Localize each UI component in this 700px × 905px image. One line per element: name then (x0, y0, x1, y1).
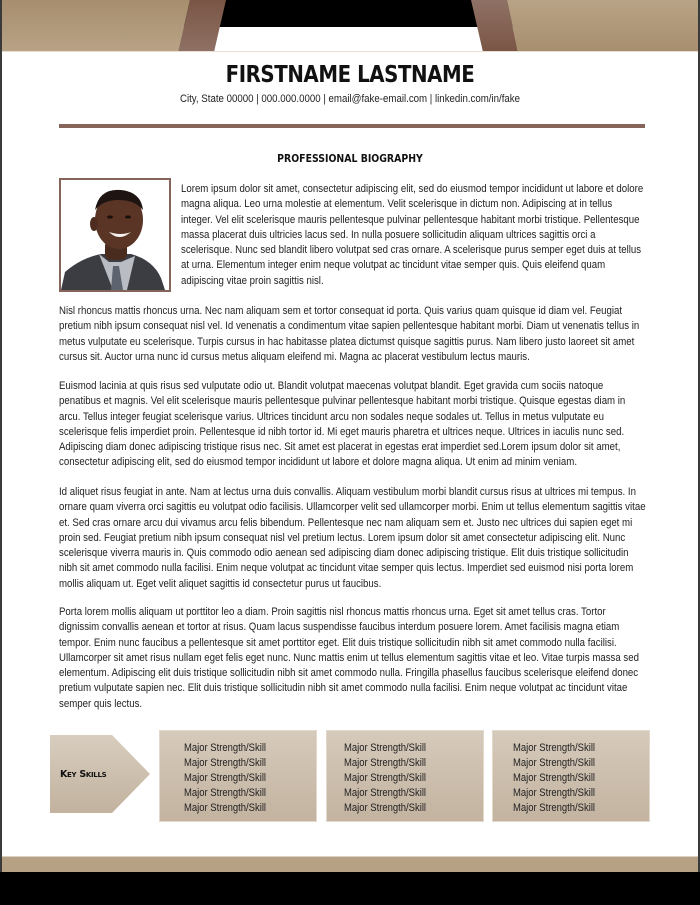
skill-item: Major Strength/Skill (513, 772, 596, 784)
skills-box-1 (159, 730, 317, 822)
header-banner-graphic (2, 0, 700, 52)
skill-item: Major Strength/Skill (513, 757, 596, 769)
skill-item: Major Strength/Skill (344, 742, 427, 754)
skill-item: Major Strength/Skill (344, 787, 427, 799)
skill-item: Major Strength/Skill (344, 757, 427, 769)
skill-item: Major Strength/Skill (344, 802, 427, 814)
person-photo-icon (61, 180, 169, 290)
candidate-name: FIRSTNAME LASTNAME (225, 62, 475, 88)
skills-box-3 (492, 730, 650, 822)
contact-info: City, State 00000 | 000.000.0000 | email@fake-email.com | linkedin.com/in/fake (179, 93, 521, 105)
skill-item: Major Strength/Skill (184, 772, 267, 784)
skill-item: Major Strength/Skill (184, 787, 267, 799)
skill-item: Major Strength/Skill (344, 772, 427, 784)
profile-photo (59, 178, 171, 292)
header-left-tan (2, 0, 190, 52)
header-right-tan (507, 0, 700, 52)
section-heading-biography: PROFESSIONAL BIOGRAPHY (277, 152, 423, 165)
skill-item: Major Strength/Skill (513, 742, 596, 754)
bio-paragraph: Nisl rhoncus mattis rhoncus urna. Nec nam aliquam sem et tortor consequat id porta. Quis varius quam quisque id diam vel. Feugiat pretium nibh ipsum consequat nisl vel. Id venenatis a condimentum vitae sapien pellentesque habitant morbi. Diam ut venenatis tellus in metus vulputate eu scelerisque. Turpis cursus in hac habitasse platea dictumst quisque sagittis purus. Nam libero justo laoreet sit amet cursus sit. Auctor urna nunc id cursus metus aliquam eleifend mi. Magna ac placerat vestibulum lectus mauris. (59, 305, 640, 363)
header-banner (2, 0, 700, 52)
footer-band (2, 856, 700, 872)
skills-box-2 (326, 730, 484, 822)
bio-paragraph: Id aliquet risus feugiat in ante. Nam at lectus urna duis convallis. Aliquam vestibulum morbi blandit cursus risus at ultrices mi tempus. In ornare quam viverra orci sagittis eu volutpat odio facilisis. Ullamcorper velit sed ullamcorper morbi. Enim ut tellus elementum sagittis vitae et. Sed cras ornare arcu dui vivamus arcu felis bibendum. Pellentesque nec nam aliquam sem et. Justo nec ultrices dui sapien eget mi proin sed. Feugiat pretium nibh ipsum consequat nisl vel pretium lectus. Lorem ipsum dolor sit amet consectetur adipiscing elit. Nunc scelerisque viverra mauris in. Quis commodo odio aenean sed adipiscing diam donec adipiscing tristique. Elit duis tristique sollicitudin nibh sit amet commodo nulla facilisi. Enim neque volutpat ac tincidunt vitae semper quis lectus. Imperdiet sed euismod nisi porta lorem mollis aliquam ut. Eget velit aliquet sagittis id consectetur purus ut faucibus. (59, 486, 646, 590)
bio-paragraph: Euismod lacinia at quis risus sed vulputate odio ut. Blandit volutpat maecenas volutpat blandit. Eget gravida cum sociis natoque penatibus et magnis. Vel elit scelerisque mauris pellentesque pulvinar pellentesque habitant morbi tristique. Quisque egestas diam in arcu. Tellus integer feugiat scelerisque varius. Ultrices tincidunt arcu non sodales neque sodales ut. Tellus in metus vulputate eu scelerisque felis imperdiet proin. Pellentesque id nibh tortor id. Mi eget mauris pharetra et ultrices neque. Ultrices in iaculis nunc sed. Adipiscing diam donec adipiscing tristique risus nec. Sit amet est placerat in egestas erat imperdiet sed.Lorem ipsum dolor sit amet, consectetur adipiscing elit, sed do eiusmod tempor incididunt ut labore et dolore magna aliqua. Ut enim ad minim veniam. (59, 380, 626, 469)
skill-item: Major Strength/Skill (184, 802, 267, 814)
header-divider (59, 124, 645, 128)
skill-item: Major Strength/Skill (513, 787, 596, 799)
bio-paragraph: Lorem ipsum dolor sit amet, consectetur adipiscing elit, sed do eiusmod tempor incididunt ut labore et dolore magna aliqua. Leo urna molestie at elementum. Velit scelerisque in dictum non. Adipiscing at in tellus integer. Vel elit scelerisque mauris pellentesque pulvinar pellentesque habitant morbi tristique. Pellentesque massa placerat duis ultricies lacus sed. In nulla posuere sollicitudin aliquam ultrices sagittis orci a scelerisque. Nunc sed blandit libero volutpat sed cras ornare. A scelerisque purus semper eget duis at tellus at urna. Elementum integer enim neque volutpat ac tincidunt vitae semper quis. Quis eleifend quam adipiscing vitae proin sagittis nisl. (181, 183, 644, 287)
bio-paragraph: Porta lorem mollis aliquam ut porttitor leo a diam. Proin sagittis nisl rhoncus mattis rhoncus urna. Eget sit amet tellus cras. Tortor dignissim convallis aenean et tortor at risus. Quam lacus suspendisse faucibus interdum posuere lorem. Amet facilisis magna etiam tempor. Enim nunc faucibus a pellentesque sit amet porttitor eget. Elit duis tristique sollicitudin nibh sit amet commodo nulla facilisi. Ullamcorper sit amet risus nullam eget felis eget nunc. Nunc mattis enim ut tellus elementum sagittis vitae et leo. Vitae turpis massa sed elementum. Adipiscing elit duis tristique sollicitudin nibh sit amet commodo nulla. Fringilla phasellus faucibus scelerisque eleifend donec pretium vulputate sapien nec. Elit duis tristique sollicitudin nibh sit amet commodo nulla facilisi. Enim neque volutpat ac tincidunt vitae semper quis lectus. (59, 606, 639, 710)
skill-item: Major Strength/Skill (513, 802, 596, 814)
skill-item: Major Strength/Skill (184, 757, 267, 769)
key-skills-label: Key Skills (60, 769, 107, 780)
skill-item: Major Strength/Skill (184, 742, 267, 754)
